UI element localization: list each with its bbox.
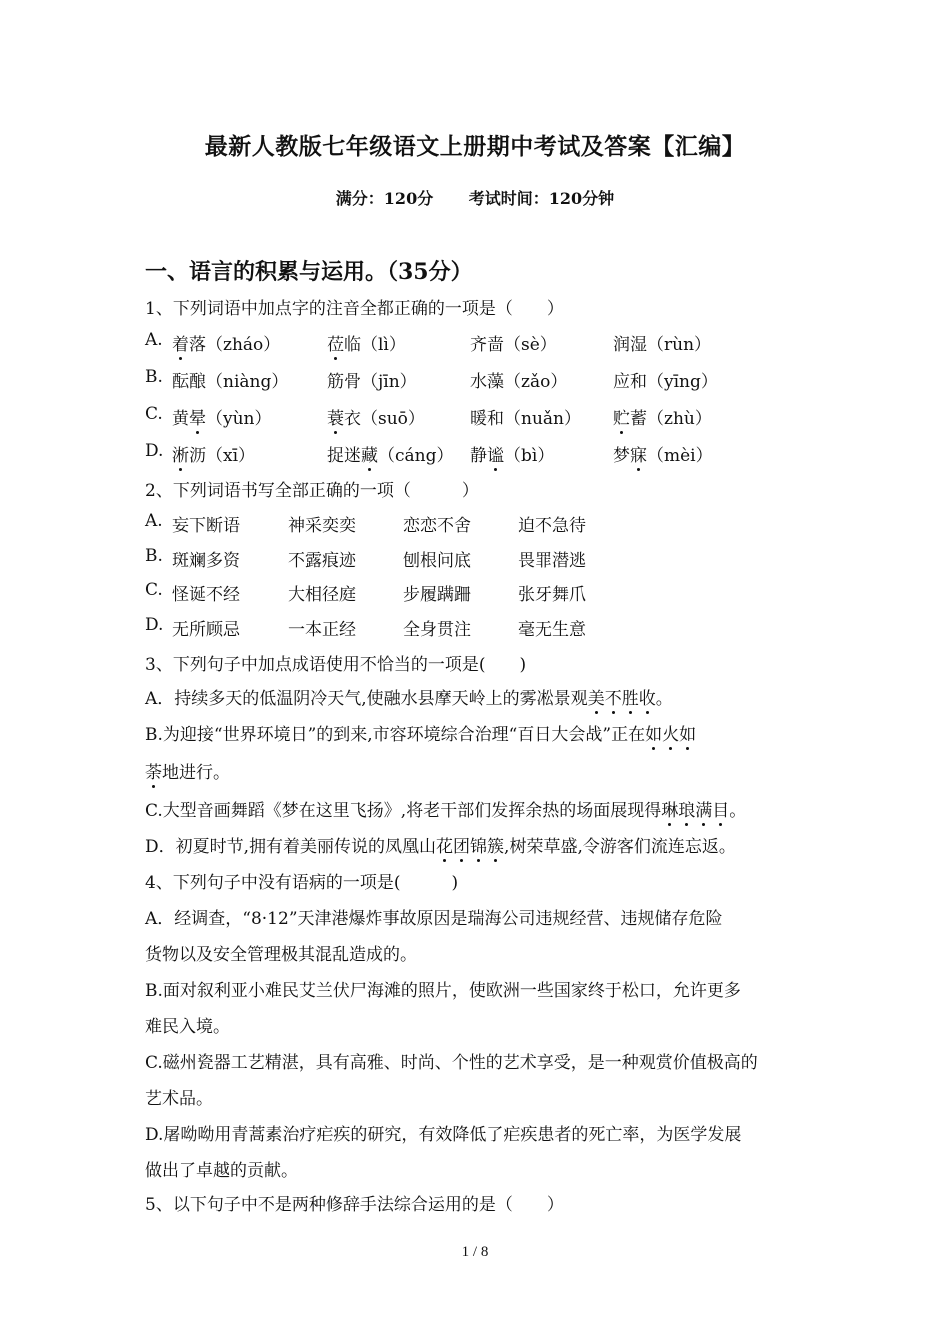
q2-stem: 2、下列词语书写全部正确的一项（ ） bbox=[145, 481, 479, 501]
emphasis-dot-char: 寐 bbox=[630, 441, 647, 466]
q4-line: 做出了卓越的贡献。 bbox=[145, 1161, 298, 1181]
q4-line: 货物以及安全管理极其混乱造成的。 bbox=[145, 945, 417, 965]
emphasis-dot-char: 蓑 bbox=[327, 404, 344, 429]
q2-choice-item: 刨根问底 bbox=[403, 551, 471, 571]
q1-choice-item: 着落（zháo） bbox=[172, 330, 280, 355]
q1-choice-item: 酝酿（niàng） bbox=[172, 372, 289, 392]
q1-choice-item: 应和（yīng） bbox=[613, 372, 718, 392]
q1-choice-item: 暖和（nuǎn） bbox=[470, 409, 581, 429]
dotted-char bbox=[361, 446, 378, 466]
emphasis-dot-char: 火 bbox=[662, 720, 679, 745]
q1-choice-item: 梦寐（mèi） bbox=[613, 441, 713, 466]
emphasis-dot-char: 美 bbox=[588, 684, 605, 709]
q2-choice-item: 斑斓多资 bbox=[172, 551, 240, 571]
q1-choice-item: 水藻（zǎo） bbox=[470, 372, 568, 392]
q4-line: A．经调查，“8·12”天津港爆炸事故原因是瑞海公司违规经营、违规储存危险 bbox=[145, 909, 723, 929]
option-label: A. bbox=[145, 330, 163, 350]
emphasis-dot-char: 目 bbox=[712, 796, 729, 821]
q1-choice-item: 贮蓄（zhù） bbox=[613, 404, 712, 429]
dotted-idiom bbox=[645, 725, 696, 745]
q1-choice-item: 润湿（rùn） bbox=[613, 335, 712, 355]
emphasis-dot-char: 荼 bbox=[145, 758, 162, 783]
emphasis-dot-char: 收 bbox=[639, 684, 656, 709]
q2-choice-item: 迫不急待 bbox=[518, 516, 586, 536]
q3-option-a: A．持续多天的低温阴冷天气,使融水县摩天岭上的雾凇景观美不胜收。 bbox=[145, 684, 673, 709]
q2-choice-item: 毫无生意 bbox=[518, 620, 586, 640]
option-label: B. bbox=[145, 367, 163, 387]
q2-choice-item: 神采奕奕 bbox=[288, 516, 356, 536]
emphasis-dot-char: 花 bbox=[436, 832, 453, 857]
emphasis-dot-char: 贮 bbox=[613, 404, 630, 429]
emphasis-dot-char: 团 bbox=[453, 832, 470, 857]
q4-line: C.磁州瓷器工艺精湛，具有高雅、时尚、个性的艺术享受，是一种观赏价值极高的 bbox=[145, 1053, 758, 1073]
emphasis-dot-char: 如 bbox=[679, 720, 696, 745]
q3-option-b-cont: 荼地进行。 bbox=[145, 758, 230, 783]
page-title: 最新人教版七年级语文上册期中考试及答案【汇编】 bbox=[204, 133, 746, 160]
emphasis-dot-char: 不 bbox=[605, 684, 622, 709]
q2-choice-item: 妄下断语 bbox=[172, 516, 240, 536]
q2-choice-item: 畏罪潜逃 bbox=[518, 551, 586, 571]
q4-line: 艺术品。 bbox=[145, 1089, 213, 1109]
emphasis-dot-char: 淅 bbox=[172, 441, 189, 466]
emphasis-dot-char: 晕 bbox=[189, 404, 206, 429]
emphasis-dot-char: 琳 bbox=[661, 796, 678, 821]
q2-choice-item: 张牙舞爪 bbox=[518, 585, 586, 605]
q1-choice-item: 齐啬（sè） bbox=[470, 335, 557, 355]
q2-choice-item: 不露痕迹 bbox=[288, 551, 356, 571]
q4-stem: 4、下列句子中没有语病的一项是( ) bbox=[145, 873, 459, 893]
emphasis-dot-char: 锦 bbox=[470, 832, 487, 857]
q1-choice-item: 蓑衣（suō） bbox=[327, 404, 425, 429]
exam-time: 考试时间：120分钟 bbox=[468, 189, 615, 208]
page-number: 1 / 8 bbox=[461, 1244, 489, 1260]
q2-choice-item: 步履蹒跚 bbox=[403, 585, 471, 605]
q3-option-b: B.为迎接“世界环境日”的到来,市容环境综合治理“百日大会战”正在如火如 bbox=[145, 720, 696, 745]
option-label: D. bbox=[145, 615, 164, 635]
emphasis-dot-char: 琅 bbox=[678, 796, 695, 821]
option-label: D. bbox=[145, 441, 164, 461]
emphasis-dot-char: 满 bbox=[695, 796, 712, 821]
dotted-char bbox=[327, 409, 344, 429]
q4-line: 难民入境。 bbox=[145, 1017, 230, 1037]
q4-line: D.屠呦呦用青蒿素治疗疟疾的研究，有效降低了疟疾患者的死亡率，为医学发展 bbox=[145, 1125, 742, 1145]
dotted-char bbox=[630, 446, 647, 466]
dotted-char bbox=[613, 409, 630, 429]
option-label: C. bbox=[145, 404, 163, 424]
emphasis-dot-char: 如 bbox=[645, 720, 662, 745]
q2-choice-item: 恋恋不舍 bbox=[403, 516, 471, 536]
dotted-char bbox=[327, 335, 344, 355]
option-label: C. bbox=[145, 580, 163, 600]
full-marks: 满分：120分 bbox=[335, 189, 434, 208]
q2-choice-item: 一本正经 bbox=[288, 620, 356, 640]
section-heading: 一、语言的积累与运用。（35分） bbox=[145, 259, 473, 285]
q1-choice-item: 静谧（bì） bbox=[470, 441, 554, 466]
option-label: B. bbox=[145, 546, 163, 566]
emphasis-dot-char: 胜 bbox=[622, 684, 639, 709]
q1-choice-item: 莅临（lì） bbox=[327, 330, 406, 355]
q3-option-d: D．初夏时节,拥有着美丽传说的凤凰山花团锦簇,树荣草盛,令游客们流连忘返。 bbox=[145, 832, 736, 857]
dotted-idiom bbox=[436, 837, 504, 857]
emphasis-dot-char: 莅 bbox=[327, 330, 344, 355]
emphasis-dot-char: 谧 bbox=[487, 441, 504, 466]
emphasis-dot-char: 簇 bbox=[487, 832, 504, 857]
q2-choice-item: 怪诞不经 bbox=[172, 585, 240, 605]
q5-stem: 5、以下句子中不是两种修辞手法综合运用的是（ ） bbox=[145, 1195, 564, 1215]
dotted-char bbox=[172, 335, 189, 355]
score-info bbox=[0, 186, 950, 209]
option-label: A. bbox=[145, 511, 163, 531]
q1-choice-item: 捉迷藏（cáng） bbox=[327, 441, 454, 466]
dotted-idiom bbox=[661, 801, 729, 821]
q1-choice-item: 淅沥（xī） bbox=[172, 441, 255, 466]
dotted-char bbox=[189, 409, 206, 429]
dotted-char bbox=[487, 446, 504, 466]
q1-choice-item: 黄晕（yùn） bbox=[172, 404, 272, 429]
q4-line: B.面对叙利亚小难民艾兰伏尸海滩的照片，使欧洲一些国家终于松口，允许更多 bbox=[145, 981, 741, 1001]
emphasis-dot-char: 藏 bbox=[361, 441, 378, 466]
dotted-idiom bbox=[588, 689, 656, 709]
q2-choice-item: 无所顾忌 bbox=[172, 620, 240, 640]
dotted-idiom bbox=[145, 763, 162, 783]
q1-choice-item: 筋骨（jīn） bbox=[327, 372, 417, 392]
q1-stem: 1、下列词语中加点字的注音全都正确的一项是（ ） bbox=[145, 299, 564, 319]
dotted-char bbox=[172, 446, 189, 466]
q2-choice-item: 大相径庭 bbox=[288, 585, 356, 605]
q3-stem: 3、下列句子中加点成语使用不恰当的一项是( ) bbox=[145, 655, 527, 675]
q3-option-c: C.大型音画舞蹈《梦在这里飞扬》,将老干部们发挥余热的场面展现得琳琅满目。 bbox=[145, 796, 746, 821]
emphasis-dot-char: 着 bbox=[172, 330, 189, 355]
q2-choice-item: 全身贯注 bbox=[403, 620, 471, 640]
